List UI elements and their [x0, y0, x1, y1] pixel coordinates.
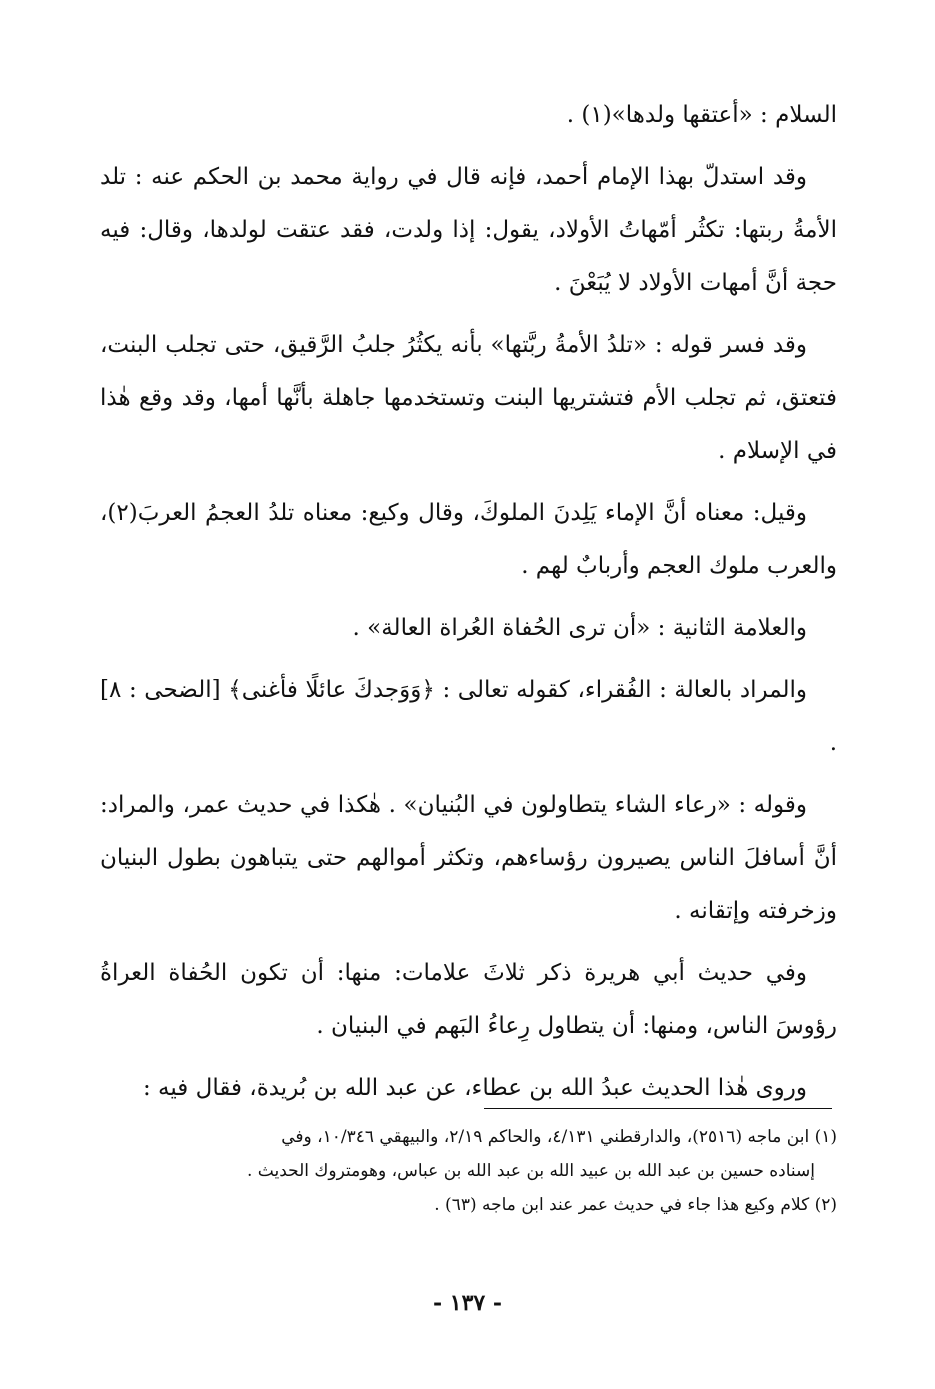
footnotes: [100, 1120, 837, 1222]
paragraph: وقد استدلّ بهذا الإمام أحمد، فإنه قال في رواية محمد بن الحكم عنه : تلد الأمةُ ربتها: تكثُر أمّهاتُ الأولاد، يقول: إذا ولدت، فقد عتقت لولدها، وقال: فيه حجة أنَّ أمهات الأولاد لا يُبَعْنَ .: [100, 164, 837, 296]
paragraph: وقوله : «رعاء الشاء يتطاولون في البُنيان» . هٰكذا في حديث عمر، والمراد: أنَّ أسافلَ الناس يصيرون رؤساءهم، وتكثر أموالهم حتى يتباهون بطول البنيان وزخرفته وإتقانه .: [100, 792, 837, 924]
paragraph: والعلامة الثانية : «أن ترى الحُفاة العُراة العالة» .: [352, 615, 807, 641]
page-number: - ١٣٧ -: [432, 1290, 503, 1316]
main-text: [100, 98, 837, 1124]
paragraph-continuation: السلام : «أعتقها ولدها»(١) .: [566, 102, 837, 128]
paragraph: والمراد بالعالة : الفُقراء، كقوله تعالى : ﴿وَوَجدكَ عائلًا فأغنى﴾ [الضحى : ٨] .: [100, 677, 837, 756]
footnote-1-continuation: إسناده حسين بن عبد الله بن عبيد الله بن عبد الله بن عباس، وهومتروك الحديث .: [246, 1161, 815, 1181]
paragraph: وقيل: معناه أنَّ الإماء يَلِدنَ الملوكَ، وقال وكيع: معناه تلدُ العجمُ العربَ(٢)، والعرب ملوك العجم وأربابٌ لهم .: [100, 500, 837, 579]
footnote-separator: [484, 1108, 832, 1109]
footnote-2: (٢) كلام وكيع هذا جاء في حديث عمر عند ابن ماجه (٦٣) .: [434, 1195, 837, 1215]
paragraph: وروى هٰذا الحديث عبدُ الله بن عطاء، عن عبد الله بن بُريدة، فقال فيه :: [142, 1075, 807, 1101]
paragraph: وقد فسر قوله : «تلدُ الأمةُ ربَّتها» بأنه يكثُرُ جلبُ الرَّقيق، حتى تجلب البنت، فتعتق، ثم تجلب الأم فتشتريها البنت وتستخدمها جاهلة بأنَّها أمها، وقد وقع هٰذا في الإسلام .: [100, 332, 837, 464]
footnote-1: (١) ابن ماجه (٢٥١٦)، والدارقطني ٤/١٣١، والحاكم ٢/١٩، والبيهقي ١٠/٣٤٦، وفي: [281, 1127, 837, 1147]
paragraph: وفي حديث أبي هريرة ذكر ثلاثَ علامات: منها: أن تكون الحُفاة العراةُ رؤوسَ الناس، ومنها: أن يتطاول رِعاءُ البَهم في البنيان .: [100, 960, 837, 1039]
